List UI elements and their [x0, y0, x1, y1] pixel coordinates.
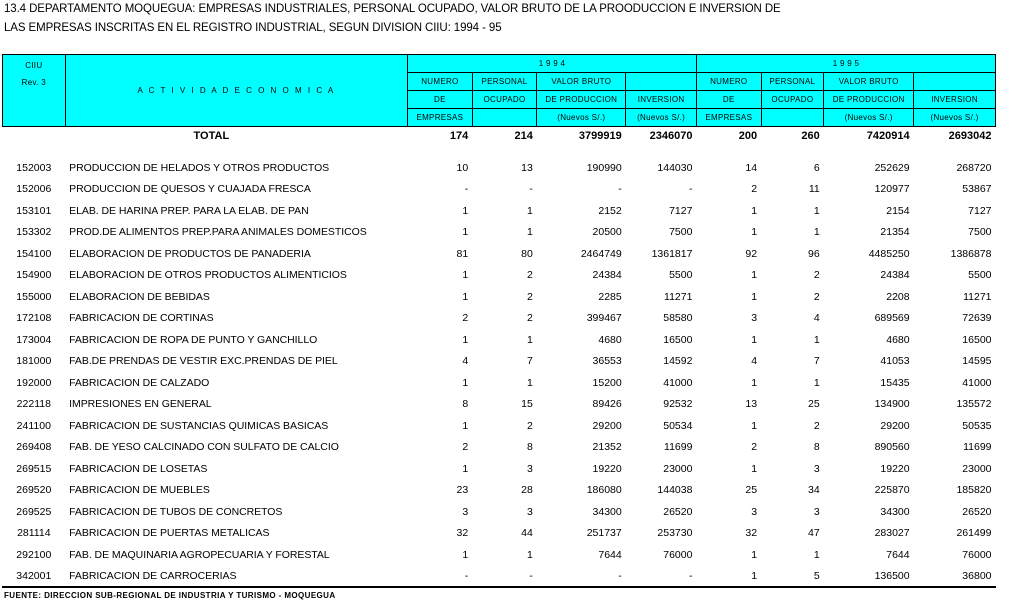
activity-name: FABRICACION DE ROPA DE PUNTO Y GANCHILLO — [69, 333, 318, 346]
personal-1994-cell: 2 — [527, 419, 533, 432]
header-ciiu-line2: Rev. 3 — [21, 77, 46, 87]
header-ciiu-line1: CIIU — [25, 60, 43, 70]
inversion-1994-cell: 92532 — [663, 398, 693, 411]
personal-1994-cell: 3 — [527, 462, 533, 475]
personal-1995-cell: 96 — [808, 247, 820, 260]
numero-1995-cell: 1 — [751, 570, 758, 583]
header-valor-unit-1994: (Nuevos S/.) — [537, 109, 626, 127]
inversion-1995-cell: 185820 — [956, 484, 992, 497]
valor-1994-cell: 20500 — [592, 226, 622, 239]
personal-1994-cell: 1 — [527, 376, 533, 389]
numero-1994-cell: 10 — [456, 161, 469, 174]
numero-1995-cell: 14 — [745, 161, 758, 174]
header-inversion-unit-1994: (Nuevos S/.) — [626, 109, 697, 127]
inversion-1994-cell: 76000 — [663, 548, 693, 561]
activity-name: FABRICACION DE CARROCERIAS — [69, 570, 237, 583]
numero-1995-cell: 13 — [745, 398, 758, 411]
valor-1994-cell: 21352 — [592, 441, 622, 454]
inversion-1995-cell: 7127 — [968, 204, 992, 217]
ciiu-code: 222118 — [16, 398, 51, 411]
inversion-1994-cell: - — [688, 570, 693, 583]
personal-1995-cell: 25 — [808, 398, 820, 411]
bottom-rule — [2, 586, 996, 588]
numero-1994-cell: 2 — [462, 312, 469, 325]
valor-1994-cell: 186080 — [586, 484, 622, 497]
inversion-1994-cell: 7500 — [669, 226, 693, 239]
inversion-1994-cell: 41000 — [663, 376, 693, 389]
header-ocupado-1994: OCUPADO — [472, 91, 537, 109]
activity-name: PRODUCCION DE HELADOS Y OTROS PRODUCTOS — [69, 161, 330, 174]
numero-1995-cell: 32 — [745, 527, 758, 540]
total-personal-1995: 260 — [801, 130, 820, 142]
valor-1994-cell: - — [618, 570, 622, 583]
table-row — [3, 222, 996, 244]
ciiu-code: 173004 — [16, 333, 52, 346]
activity-name: FABRICACION DE MUEBLES — [69, 484, 210, 497]
valor-1995-cell: 4680 — [886, 333, 910, 346]
personal-1994-cell: 28 — [521, 484, 533, 497]
numero-1995-cell: 1 — [751, 333, 758, 346]
header-inversion-unit-1995: (Nuevos S/.) — [914, 109, 996, 127]
valor-1994-cell: 399467 — [586, 312, 622, 325]
ciiu-code: 192000 — [16, 376, 52, 389]
personal-1994-cell: 13 — [521, 161, 533, 174]
numero-1994-cell: 81 — [456, 247, 469, 260]
numero-1994-cell: 32 — [456, 527, 469, 540]
ciiu-code: 269520 — [16, 484, 52, 497]
valor-1994-cell: 2152 — [598, 204, 622, 217]
numero-1994-cell: 1 — [462, 419, 469, 432]
valor-1995-cell: 19220 — [880, 462, 910, 475]
valor-1994-cell: - — [618, 183, 622, 196]
inversion-1994-cell: 26520 — [663, 505, 693, 518]
numero-1995-cell: 1 — [751, 269, 758, 282]
header-actividad — [65, 55, 407, 127]
table-row — [3, 372, 996, 394]
personal-1995-cell: 2 — [813, 269, 820, 282]
header-year-1994: 1 9 9 4 — [408, 55, 697, 73]
numero-1994-cell: 4 — [462, 355, 469, 368]
numero-1995-cell: 3 — [751, 312, 758, 325]
numero-1995-cell: 2 — [751, 441, 758, 454]
table-row — [3, 480, 996, 502]
personal-1995-cell: 7 — [813, 355, 820, 368]
ciiu-code: 292100 — [16, 548, 52, 561]
personal-1994-cell: - — [529, 183, 533, 196]
inversion-1995-cell: 41000 — [962, 376, 992, 389]
numero-1994-cell: 3 — [462, 505, 469, 518]
valor-1995-cell: 41053 — [880, 355, 910, 368]
header-empresas-1995: EMPRESAS — [696, 109, 761, 127]
activity-name: FAB. DE YESO CALCINADO CON SULFATO DE CALCIO — [69, 441, 339, 454]
activity-name: FABRICACION DE SUSTANCIAS QUIMICAS BASICAS — [69, 419, 329, 432]
ciiu-code: 153302 — [16, 226, 52, 239]
personal-1995-cell: 2 — [813, 419, 820, 432]
ciiu-code: 281114 — [17, 527, 51, 540]
personal-1995-cell: 1 — [813, 548, 820, 561]
numero-1994-cell: 1 — [462, 333, 469, 346]
inversion-1994-cell: 144030 — [657, 161, 693, 174]
ciiu-code: 172108 — [16, 312, 52, 325]
personal-1994-cell: 3 — [527, 505, 533, 518]
numero-1994-cell: 1 — [462, 204, 469, 217]
valor-1995-cell: 29200 — [880, 419, 910, 432]
table-row — [3, 394, 996, 416]
table-row — [3, 501, 996, 523]
personal-1994-cell: 1 — [527, 204, 533, 217]
numero-1994-cell: 1 — [462, 376, 469, 389]
numero-1994-cell: 1 — [462, 290, 469, 303]
valor-1995-cell: 134900 — [874, 398, 910, 411]
personal-1995-cell: 1 — [813, 376, 820, 389]
activity-name: FABRICACION DE CORTINAS — [69, 312, 214, 325]
activity-name: PROD.DE ALIMENTOS PREP.PARA ANIMALES DOMESTICOS — [69, 226, 367, 239]
inversion-1995-cell: 268720 — [956, 161, 992, 174]
personal-1995-cell: 3 — [813, 462, 820, 475]
inversion-1994-cell: 11271 — [664, 290, 693, 303]
activity-name: FABRICACION DE TUBOS DE CONCRETOS — [69, 505, 283, 518]
valor-1994-cell: 36553 — [592, 355, 622, 368]
header-inversion-1994: INVERSION — [626, 91, 697, 109]
inversion-1994-cell: 253730 — [657, 527, 693, 540]
valor-1994-cell: 4680 — [598, 333, 622, 346]
inversion-1995-cell: 11271 — [963, 290, 992, 303]
activity-name: ELABORACION DE OTROS PRODUCTOS ALIMENTICIOS — [69, 269, 347, 282]
ciiu-code: 154900 — [16, 269, 52, 282]
total-row — [3, 127, 996, 146]
valor-1994-cell: 190990 — [586, 161, 622, 174]
personal-1995-cell: 6 — [813, 161, 820, 174]
personal-1994-cell: - — [529, 570, 533, 583]
inversion-1994-cell: 5500 — [669, 269, 693, 282]
valor-1994-cell: 2464749 — [580, 247, 622, 260]
valor-1994-cell: 19220 — [592, 462, 622, 475]
activity-name: PRODUCCION DE QUESOS Y CUAJADA FRESCA — [69, 183, 311, 196]
header-personal-1994: PERSONAL — [472, 73, 537, 91]
personal-1995-cell: 1 — [813, 204, 820, 217]
header-personal-1994-blank — [472, 109, 537, 127]
inversion-1995-cell: 135572 — [956, 398, 992, 411]
spacer-row — [3, 145, 996, 157]
personal-1994-cell: 2 — [527, 312, 533, 325]
ciiu-code: 154100 — [16, 247, 52, 260]
inversion-1995-cell: 72639 — [962, 312, 992, 325]
valor-1995-cell: 21354 — [880, 226, 910, 239]
table-body — [3, 127, 996, 588]
table-row — [3, 286, 996, 308]
ciiu-code: 153101 — [16, 204, 52, 217]
numero-1994-cell: 2 — [462, 441, 469, 454]
table-row — [3, 157, 996, 179]
activity-name: IMPRESIONES EN GENERAL — [69, 398, 212, 411]
ciiu-code: 269525 — [16, 505, 52, 518]
inversion-1995-cell: 36800 — [962, 570, 992, 583]
numero-1994-cell: 8 — [462, 398, 469, 411]
personal-1995-cell: 2 — [813, 290, 820, 303]
inversion-1995-cell: 16500 — [962, 333, 992, 346]
personal-1995-cell: 3 — [813, 505, 820, 518]
header-inversion-1995-blank — [914, 73, 996, 91]
total-numero-1995: 200 — [738, 130, 758, 142]
activity-name: FABRICACION DE PUERTAS METALICAS — [69, 527, 270, 540]
header-valor-1994: VALOR BRUTO — [537, 73, 626, 91]
header-inversion-1995: INVERSION — [914, 91, 996, 109]
table-header — [3, 55, 996, 127]
valor-1995-cell: 7644 — [886, 548, 910, 561]
header-actividad-label: A C T I V I D A D E C O N O M I C A — [137, 86, 336, 95]
ciiu-code: 241100 — [16, 419, 51, 432]
total-valor-1994: 3799919 — [578, 130, 622, 142]
table-row — [3, 566, 996, 588]
ciiu-code: 155000 — [16, 290, 52, 303]
total-valor-1995: 7420914 — [866, 130, 910, 142]
ciiu-code: 181000 — [16, 355, 52, 368]
numero-1995-cell: 1 — [751, 290, 758, 303]
header-numero-1995: NUMERO — [696, 73, 761, 91]
valor-1995-cell: 120977 — [874, 183, 910, 196]
inversion-1994-cell: - — [688, 183, 693, 196]
ciiu-code: 269515 — [16, 462, 52, 475]
table-row — [3, 329, 996, 351]
personal-1994-cell: 1 — [527, 548, 533, 561]
numero-1995-cell: 4 — [751, 355, 758, 368]
source-note: FUENTE: DIRECCION SUB-REGIONAL DE INDUSTRIA Y TURISMO - MOQUEGUA — [4, 591, 336, 600]
numero-1994-cell: 1 — [462, 269, 469, 282]
table-row — [3, 351, 996, 373]
numero-1995-cell: 1 — [751, 204, 758, 217]
total-personal-1994: 214 — [514, 130, 533, 142]
valor-1995-cell: 689569 — [874, 312, 910, 325]
numero-1994-cell: - — [464, 570, 469, 583]
personal-1994-cell: 1 — [527, 333, 533, 346]
table-row — [3, 544, 996, 566]
header-ocupado-1995: OCUPADO — [761, 91, 824, 109]
personal-1994-cell: 7 — [527, 355, 533, 368]
total-code — [3, 127, 66, 146]
personal-1995-cell: 47 — [808, 527, 820, 540]
header-numero-1994: NUMERO — [408, 73, 473, 91]
statistics-table — [2, 54, 996, 587]
valor-1995-cell: 2208 — [886, 290, 910, 303]
ciiu-code: 152006 — [16, 183, 52, 196]
activity-name: FAB. DE MAQUINARIA AGROPECUARIA Y FORESTAL — [69, 548, 330, 561]
header-numero-de-1995: DE — [696, 91, 761, 109]
inversion-1994-cell: 23000 — [663, 462, 693, 475]
valor-1995-cell: 225870 — [874, 484, 910, 497]
inversion-1995-cell: 26520 — [962, 505, 992, 518]
numero-1994-cell: 1 — [462, 548, 469, 561]
table-row — [3, 523, 996, 545]
table-title-line-1: 13.4 DEPARTAMENTO MOQUEGUA: EMPRESAS INDUSTRIALES, PERSONAL OCUPADO, VALOR BRUTO DE LA PROODUCCION E INVERSION DE — [4, 3, 781, 15]
valor-1994-cell: 7644 — [598, 548, 622, 561]
inversion-1995-cell: 53867 — [962, 183, 992, 196]
table-row — [3, 200, 996, 222]
personal-1995-cell: 5 — [813, 570, 820, 583]
numero-1995-cell: 92 — [745, 247, 758, 260]
valor-1995-cell: 15435 — [880, 376, 910, 389]
activity-name: ELABORACION DE BEBIDAS — [69, 290, 210, 303]
header-ciiu — [3, 55, 66, 127]
inversion-1994-cell: 14592 — [663, 355, 693, 368]
table-row — [3, 437, 996, 459]
table-title-line-2: LAS EMPRESAS INSCRITAS EN EL REGISTRO INDUSTRIAL, SEGUN DIVISION CIIU: 1994 - 95 — [4, 22, 502, 34]
total-label: TOTAL — [193, 130, 230, 142]
header-numero-de-1994: DE — [408, 91, 473, 109]
inversion-1994-cell: 11699 — [664, 441, 693, 454]
inversion-1995-cell: 1386878 — [950, 247, 992, 260]
personal-1994-cell: 15 — [521, 398, 533, 411]
valor-1994-cell: 24384 — [592, 269, 622, 282]
header-deproduccion-1995: DE PRODUCCION — [824, 91, 914, 109]
header-valor-1995: VALOR BRUTO — [824, 73, 914, 91]
table-row — [3, 179, 996, 201]
personal-1995-cell: 11 — [808, 183, 820, 196]
inversion-1994-cell: 144038 — [657, 484, 693, 497]
header-year-1995: 1 9 9 5 — [696, 55, 995, 73]
numero-1994-cell: 1 — [462, 226, 469, 239]
activity-name: FAB.DE PRENDAS DE VESTIR EXC.PRENDAS DE PIEL — [69, 355, 338, 368]
valor-1995-cell: 4485250 — [868, 247, 910, 260]
numero-1995-cell: 25 — [745, 484, 758, 497]
activity-name: FABRICACION DE LOSETAS — [69, 462, 208, 475]
total-inversion-1994: 2346070 — [649, 130, 693, 142]
table-row — [3, 243, 996, 265]
personal-1995-cell: 4 — [813, 312, 820, 325]
ciiu-code: 342001 — [16, 570, 52, 583]
numero-1995-cell: 2 — [751, 183, 758, 196]
valor-1995-cell: 136500 — [874, 570, 910, 583]
valor-1995-cell: 2154 — [886, 204, 910, 217]
ciiu-code: 152003 — [16, 161, 52, 174]
table-row — [3, 458, 996, 480]
personal-1994-cell: 1 — [527, 226, 533, 239]
inversion-1994-cell: 1361817 — [651, 247, 693, 260]
personal-1994-cell: 44 — [521, 527, 533, 540]
header-personal-1995-blank — [761, 109, 824, 127]
personal-1995-cell: 34 — [808, 484, 820, 497]
inversion-1995-cell: 261499 — [956, 527, 992, 540]
personal-1995-cell: 8 — [813, 441, 820, 454]
valor-1994-cell: 15200 — [592, 376, 622, 389]
valor-1995-cell: 24384 — [880, 269, 910, 282]
valor-1994-cell: 251737 — [586, 527, 622, 540]
header-inversion-1994-blank — [626, 73, 697, 91]
table-row — [3, 265, 996, 287]
numero-1995-cell: 1 — [751, 376, 758, 389]
numero-1995-cell: 1 — [751, 419, 758, 432]
valor-1995-cell: 283027 — [874, 527, 910, 540]
activity-name: FABRICACION DE CALZADO — [69, 376, 210, 389]
header-valor-unit-1995: (Nuevos S/.) — [824, 109, 914, 127]
numero-1994-cell: 23 — [456, 484, 469, 497]
table-row — [3, 308, 996, 330]
valor-1995-cell: 252629 — [874, 161, 910, 174]
inversion-1995-cell: 7500 — [968, 226, 992, 239]
personal-1995-cell: 1 — [813, 226, 820, 239]
personal-1995-cell: 1 — [813, 333, 820, 346]
valor-1995-cell: 890560 — [874, 441, 910, 454]
personal-1994-cell: 80 — [521, 247, 533, 260]
inversion-1994-cell: 7127 — [669, 204, 693, 217]
total-inversion-1995: 2693042 — [948, 130, 992, 142]
inversion-1995-cell: 11699 — [963, 441, 992, 454]
activity-name: ELABORACION DE PRODUCTOS DE PANADERIA — [69, 247, 311, 260]
ciiu-code: 269408 — [16, 441, 52, 454]
personal-1994-cell: 2 — [527, 269, 533, 282]
inversion-1995-cell: 14595 — [962, 355, 992, 368]
total-numero-1994: 174 — [449, 130, 469, 142]
personal-1994-cell: 2 — [527, 290, 533, 303]
header-personal-1995: PERSONAL — [761, 73, 824, 91]
inversion-1994-cell: 58580 — [663, 312, 693, 325]
inversion-1995-cell: 50535 — [962, 419, 992, 432]
inversion-1994-cell: 50534 — [663, 419, 693, 432]
activity-name: ELAB. DE HARINA PREP. PARA LA ELAB. DE PAN — [69, 204, 309, 217]
inversion-1995-cell: 23000 — [962, 462, 992, 475]
numero-1995-cell: 3 — [751, 505, 758, 518]
numero-1994-cell: 1 — [462, 462, 469, 475]
valor-1995-cell: 34300 — [880, 505, 910, 518]
header-deproduccion-1994: DE PRODUCCION — [537, 91, 626, 109]
numero-1995-cell: 1 — [751, 548, 758, 561]
valor-1994-cell: 2285 — [598, 290, 622, 303]
inversion-1995-cell: 76000 — [962, 548, 992, 561]
valor-1994-cell: 89426 — [592, 398, 622, 411]
inversion-1995-cell: 5500 — [968, 269, 992, 282]
personal-1994-cell: 8 — [527, 441, 533, 454]
valor-1994-cell: 29200 — [592, 419, 622, 432]
valor-1994-cell: 34300 — [592, 505, 622, 518]
numero-1994-cell: - — [464, 183, 469, 196]
table-row — [3, 415, 996, 437]
numero-1995-cell: 1 — [751, 462, 758, 475]
numero-1995-cell: 1 — [751, 226, 758, 239]
header-empresas-1994: EMPRESAS — [408, 109, 473, 127]
inversion-1994-cell: 16500 — [663, 333, 693, 346]
